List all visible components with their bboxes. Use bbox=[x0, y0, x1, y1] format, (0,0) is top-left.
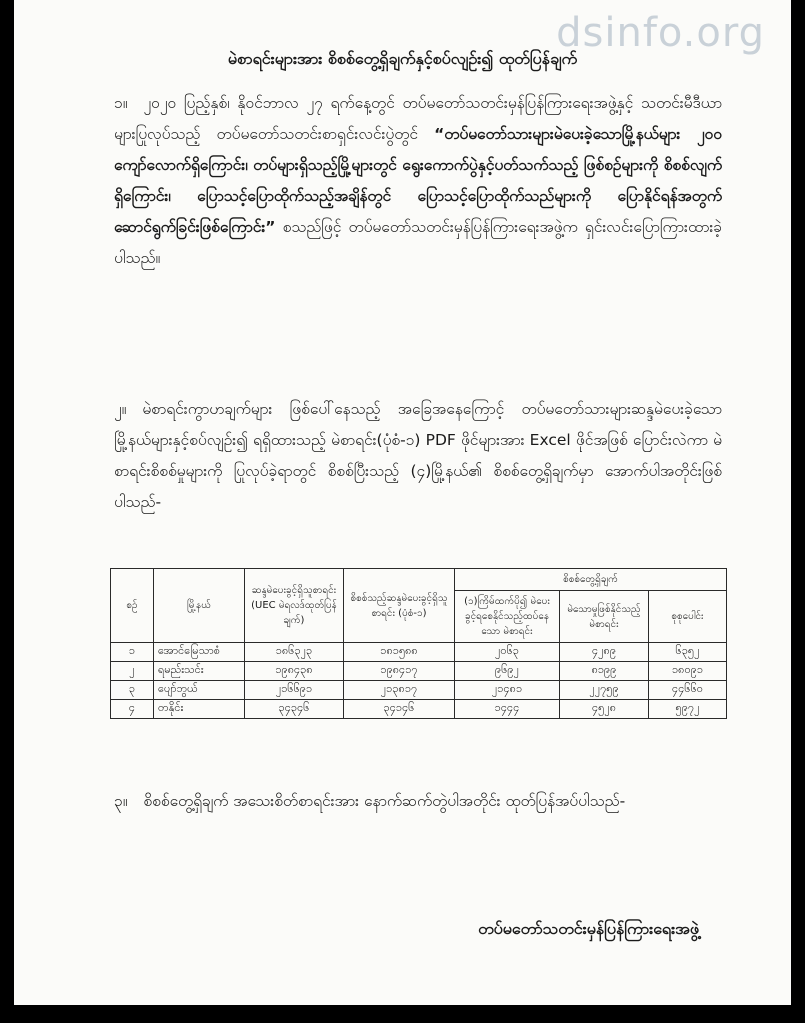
cell-duplicate: ၂၁၄၈၁ bbox=[455, 681, 560, 700]
cell-total: ၄၄၆၆၀ bbox=[649, 681, 727, 700]
cell-township: အောင်မြေသာစံ bbox=[154, 643, 245, 662]
cell-no: ၁ bbox=[111, 643, 154, 662]
header-total: စုစုပေါင်း bbox=[649, 591, 727, 643]
signature-block: တပ်မတော်သတင်းမှန်ပြန်ကြားရေးအဖွဲ့ bbox=[478, 919, 699, 938]
cell-form1: ၂၁၃၈၁၇ bbox=[344, 681, 455, 700]
table-row bbox=[111, 700, 727, 719]
cell-uec: ၁၉၈၄၃၈ bbox=[245, 662, 344, 681]
cell-township: ပျော်ဘွယ် bbox=[154, 681, 245, 700]
paragraph-text: ၂၀၂၀ ပြည့်နှစ်၊ နိုဝင်ဘာလ ၂၇ ရက်နေ့တွင် တပ်မတော်သတင်းမှန်ပြန်ကြားရေးအဖွဲ့နှင့် သတင်းမီဒီယာများပြုလုပ်သည့် တပ်မတော်သတင်းစာရှင်းလင်းပွဲတွင် bbox=[114, 94, 722, 143]
table-row bbox=[111, 662, 727, 681]
cell-uec: ၂၁၆၆၉၁ bbox=[245, 681, 344, 700]
document-page bbox=[14, 0, 791, 1005]
cell-no: ၃ bbox=[111, 681, 154, 700]
cell-incomplete: ၂၂၇၅၉ bbox=[560, 681, 649, 700]
document-title: မဲစာရင်းများအား စိစစ်တွေ့ရှိချက်နှင့်စပ်လျဉ်း၍ ထုတ်ပြန်ချက် bbox=[227, 49, 578, 68]
paragraph-number: ၁။ bbox=[114, 94, 128, 112]
findings-table bbox=[110, 568, 727, 719]
cell-no: ၂ bbox=[111, 662, 154, 681]
paragraph-3 bbox=[114, 786, 722, 817]
paragraph-1 bbox=[114, 88, 722, 274]
cell-total: ၆၃၅၂ bbox=[649, 643, 727, 662]
cell-township: ရမည်းသင်း bbox=[154, 662, 245, 681]
header-uec-voters: ဆန္ဒမဲပေးခွင့်ရှိသူစာရင်း (UEC မဲရလဒ်ထုတ်ပြန်ချက်) bbox=[245, 569, 344, 643]
cell-incomplete: ၄၂၈၉ bbox=[560, 643, 649, 662]
cell-duplicate: ၂၀၆၃ bbox=[455, 643, 560, 662]
cell-uec: ၃၄၃၄၆ bbox=[245, 700, 344, 719]
cell-township: တနိုင်း bbox=[154, 700, 245, 719]
cell-duplicate: ၁၄၄၄ bbox=[455, 700, 560, 719]
header-duplicate: (၁)ကြိမ်ထက်ပို၍ မဲပေးခွင့်ရစေနိုင်သည့်ထပ်နေသော မဲစာရင်း bbox=[455, 591, 560, 643]
cell-incomplete: ၈၁၉၉ bbox=[560, 662, 649, 681]
paragraph-number: ၃။ bbox=[114, 792, 128, 810]
cell-total: ၁၈၀၉၁ bbox=[649, 662, 727, 681]
paragraph-text: စိစစ်တွေ့ရှိချက် အသေးစိတ်စာရင်းအား နောက်ဆက်တွဲပါအတိုင်း ထုတ်ပြန်အပ်ပါသည်- bbox=[143, 792, 626, 810]
cell-uec: ၁၈၆၃၂၃ bbox=[245, 643, 344, 662]
header-incomplete: မဲသောမှုဖြစ်နိုင်သည့် မဲစာရင်း bbox=[560, 591, 649, 643]
cell-form1: ၁၈၁၅၈၈ bbox=[344, 643, 455, 662]
quoted-statement: “တပ်မတော်သားများမဲပေးခဲ့သောမြို့နယ်များ ၂၀၀ ကျော်လောက်ရှိကြောင်း၊ တပ်များရှိသည့်မြို့များတွင် ရွေးကောက်ပွဲနှင့်ပတ်သက်သည့် ဖြစ်စဉ်များကို စိစစ်လျက်ရှိကြောင်း၊ ပြောသင့်ပြောထိုက်သည့်အချိန်တွင် ပြောသင့်ပြောထိုက်သည်များကို ပြောနိုင်ရန်အတွက် ဆောင်ရွက်ခြင်းဖြစ်ကြောင်း” bbox=[114, 125, 722, 236]
cell-total: ၅၉၇၂ bbox=[649, 700, 727, 719]
cell-duplicate: ၉၆၉၂ bbox=[455, 662, 560, 681]
cell-no: ၄ bbox=[111, 700, 154, 719]
cell-form1: ၁၉၈၄၁၇ bbox=[344, 662, 455, 681]
cell-incomplete: ၄၅၂၈ bbox=[560, 700, 649, 719]
header-findings: စိစစ်တွေ့ရှိချက် bbox=[455, 569, 727, 591]
watermark: dsinfo.org bbox=[556, 10, 765, 56]
paragraph-2 bbox=[114, 394, 722, 518]
paragraph-number: ၂။ bbox=[114, 400, 127, 418]
table-row bbox=[111, 643, 727, 662]
paragraph-text: စသည်ဖြင့် တပ်မတော်သတင်းမှန်ပြန်ကြားရေးအဖွဲ့က ရှင်းလင်းပြောကြားထားခဲ့ပါသည်။ bbox=[114, 218, 722, 267]
header-township: မြို့နယ် bbox=[154, 569, 245, 643]
table-row bbox=[111, 681, 727, 700]
header-no: စဉ် bbox=[111, 569, 154, 643]
paragraph-text: မဲစာရင်းကွာဟချက်များ ဖြစ်ပေါ်နေသည့် အခြေအနေကြောင့် တပ်မတော်သားများဆန္ဒမဲပေးခဲ့သော မြို့နယ်များနှင့်စပ်လျဉ်း၍ ရရှိထားသည့် မဲစာရင်း(ပုံစံ-၁) PDF ဖိုင်များအား Excel ဖိုင်အဖြစ် ပြောင်းလဲကာ မဲစာရင်းစိစစ်မှုများကို ပြုလုပ်ခဲ့ရာတွင် စိစစ်ပြီးသည့် (၄)မြို့နယ်၏ စိစစ်တွေ့ရှိချက်မှာ အောက်ပါအတိုင်းဖြစ်ပါသည်- bbox=[114, 400, 722, 511]
cell-form1: ၃၄၁၄၆ bbox=[344, 700, 455, 719]
header-form1-voters: စိစစ်သည့်ဆန္ဒမဲပေးခွင့်ရှိသူစာရင်း (ပုံစံ-၁) bbox=[344, 569, 455, 643]
